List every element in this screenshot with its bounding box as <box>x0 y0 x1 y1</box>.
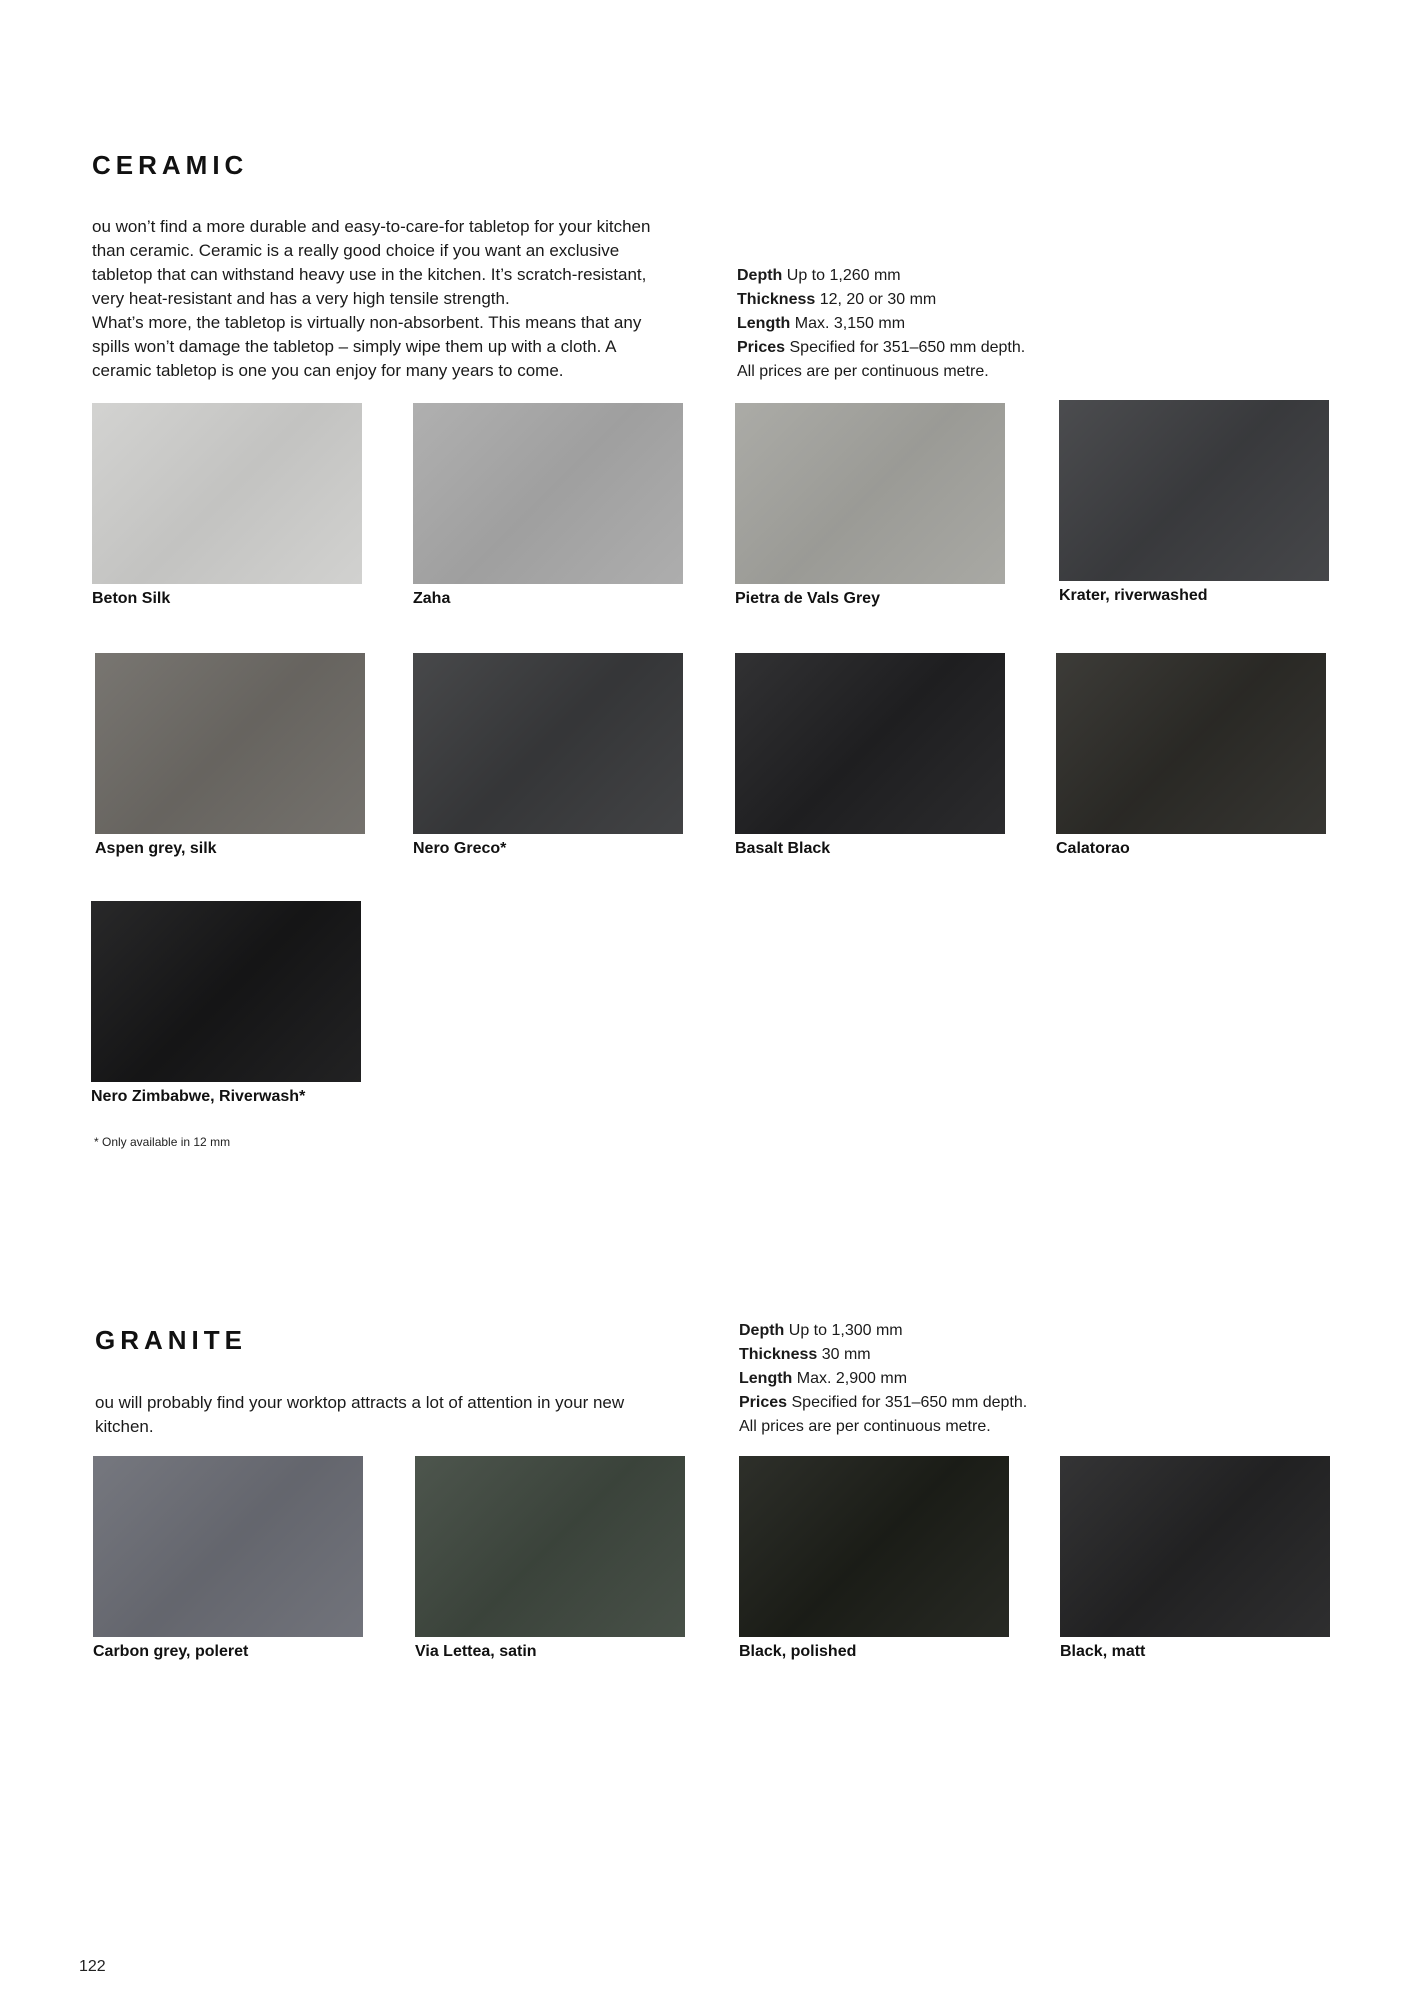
spec-depth: Depth Up to 1,300 mm <box>739 1322 903 1339</box>
intro-line: very heat-resistant and has a very high tensile strength. <box>92 289 510 308</box>
swatch-black-polished[interactable] <box>739 1456 1009 1637</box>
swatch-label: Black, polished <box>739 1643 857 1660</box>
swatch-beton-silk[interactable] <box>92 403 362 584</box>
granite-title: GRANITE <box>95 1325 247 1355</box>
granite-specs <box>739 1319 1027 1439</box>
swatch-label: Aspen grey, silk <box>95 840 217 857</box>
intro-line: kitchen. <box>95 1417 154 1436</box>
spec-prices: Prices Specified for 351–650 mm depth. <box>737 339 1026 356</box>
intro-line: ou won’t find a more durable and easy-to-care-for tabletop for your kitchen <box>92 217 651 236</box>
ceramic-intro <box>92 215 692 383</box>
swatch-nero-greco[interactable] <box>413 653 683 834</box>
spec-note: All prices are per continuous metre. <box>739 1418 991 1435</box>
swatch-label: Black, matt <box>1060 1643 1146 1660</box>
ceramic-title: CERAMIC <box>92 150 249 180</box>
intro-line: than ceramic. Ceramic is a really good choice if you want an exclusive <box>92 241 620 260</box>
swatch-label: Basalt Black <box>735 840 831 857</box>
page-number: 122 <box>79 1958 106 1975</box>
spec-note: All prices are per continuous metre. <box>737 363 989 380</box>
footnote: * Only available in 12 mm <box>94 1135 231 1149</box>
swatch-label: Via Lettea, satin <box>415 1643 537 1660</box>
intro-line: ceramic tabletop is one you can enjoy for many years to come. <box>92 361 564 380</box>
swatch-label: Calatorao <box>1056 840 1130 857</box>
swatch-zaha[interactable] <box>413 403 683 584</box>
swatch-label: Carbon grey, poleret <box>93 1643 249 1660</box>
swatch-label: Pietra de Vals Grey <box>735 590 880 607</box>
swatch-label: Nero Greco* <box>413 840 507 857</box>
swatch-krater-riverwashed[interactable] <box>1059 400 1329 581</box>
swatch-calatorao[interactable] <box>1056 653 1326 834</box>
intro-line: What’s more, the tabletop is virtually non-absorbent. This means that any <box>92 313 642 332</box>
swatch-label: Beton Silk <box>92 590 171 607</box>
swatch-carbon-grey-poleret[interactable] <box>93 1456 363 1637</box>
swatch-black-matt[interactable] <box>1060 1456 1330 1637</box>
spec-thickness: Thickness 30 mm <box>739 1346 871 1363</box>
swatch-label: Zaha <box>413 590 451 607</box>
spec-depth: Depth Up to 1,260 mm <box>737 267 901 284</box>
granite-intro <box>95 1391 695 1439</box>
intro-line: spills won’t damage the tabletop – simply wipe them up with a cloth. A <box>92 337 617 356</box>
swatch-via-lettea-satin[interactable] <box>415 1456 685 1637</box>
spec-length: Length Max. 2,900 mm <box>739 1370 908 1387</box>
swatch-nero-zimbabwe-riverwash[interactable] <box>91 901 361 1082</box>
swatch-label: Nero Zimbabwe, Riverwash* <box>91 1088 306 1105</box>
swatch-aspen-grey-silk[interactable] <box>95 653 365 834</box>
swatch-label: Krater, riverwashed <box>1059 587 1208 604</box>
intro-line: tabletop that can withstand heavy use in the kitchen. It’s scratch-resistant, <box>92 265 647 284</box>
swatch-basalt-black[interactable] <box>735 653 1005 834</box>
ceramic-specs <box>737 264 1025 384</box>
spec-length: Length Max. 3,150 mm <box>737 315 906 332</box>
spec-thickness: Thickness 12, 20 or 30 mm <box>737 291 937 308</box>
spec-prices: Prices Specified for 351–650 mm depth. <box>739 1394 1028 1411</box>
intro-line: ou will probably find your worktop attracts a lot of attention in your new <box>95 1393 625 1412</box>
swatch-pietra-de-vals-grey[interactable] <box>735 403 1005 584</box>
